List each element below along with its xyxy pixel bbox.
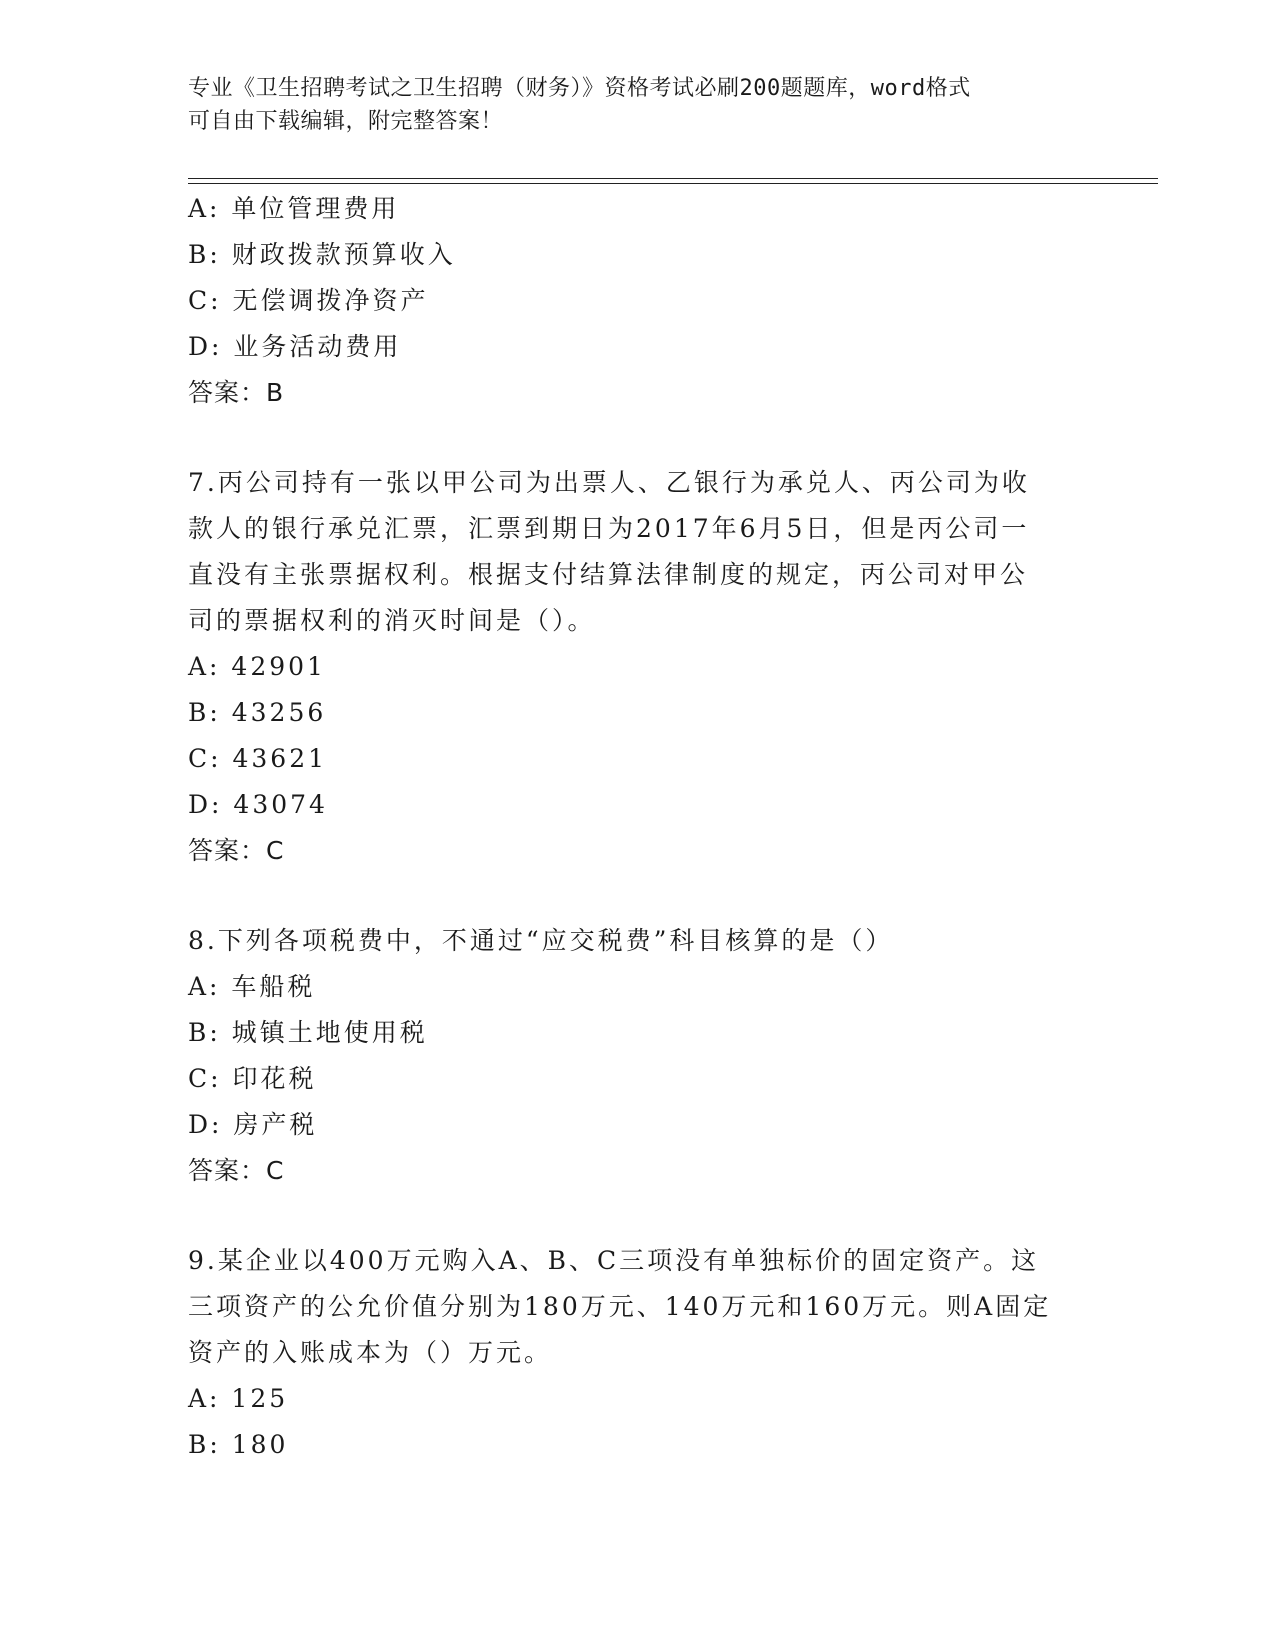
- question-text-line: 司的票据权利的消灭时间是（）。: [188, 606, 596, 635]
- option-d: D: 43074: [188, 790, 328, 819]
- option-b: B: 43256: [188, 698, 327, 727]
- option-a: A: 125: [188, 1384, 289, 1413]
- option-b: B: 财政拨款预算收入: [188, 240, 456, 269]
- question-text-line: 款人的银行承兑汇票，汇票到期日为2017年6月5日，但是丙公司一: [188, 514, 1030, 543]
- question-text-line: 9.某企业以400万元购入A、B、C三项没有单独标价的固定资产。这: [188, 1246, 1040, 1275]
- option-b: B: 180: [188, 1430, 289, 1459]
- question-list: [188, 186, 1088, 1468]
- header-divider-top: [188, 178, 1158, 179]
- question-text-line: 直没有主张票据权利。根据支付结算法律制度的规定，丙公司对甲公: [188, 560, 1029, 589]
- document-header: [188, 72, 1088, 138]
- question-spacer: [188, 874, 1088, 918]
- question-6: [188, 186, 1088, 416]
- question-text-line: 资产的入账成本为（）万元。: [188, 1338, 553, 1367]
- answer-line: 答案：B: [188, 378, 285, 407]
- answer-line: 答案：C: [188, 836, 285, 865]
- header-line-1: 专业《卫生招聘考试之卫生招聘（财务）》资格考试必刷200题题库，word格式: [188, 76, 971, 101]
- option-a: A: 车船税: [188, 972, 316, 1001]
- option-d: D: 房产税: [188, 1110, 318, 1139]
- option-c: C: 43621: [188, 744, 328, 773]
- question-text-line: 三项资产的公允价值分别为180万元、140万元和160万元。则A固定: [188, 1292, 1052, 1321]
- option-a: A: 单位管理费用: [188, 194, 400, 223]
- option-d: D: 业务活动费用: [188, 332, 402, 361]
- option-b: B: 城镇土地使用税: [188, 1018, 428, 1047]
- question-7: [188, 460, 1088, 874]
- question-text-line: 8.下列各项税费中，不通过“应交税费”科目核算的是（）: [188, 926, 894, 955]
- question-spacer: [188, 416, 1088, 460]
- option-c: C: 无偿调拨净资产: [188, 286, 429, 315]
- question-text-line: 7.丙公司持有一张以甲公司为出票人、乙银行为承兑人、丙公司为收: [188, 468, 1030, 497]
- question-8: [188, 918, 1088, 1194]
- answer-line: 答案：C: [188, 1156, 285, 1185]
- header-divider-bottom: [188, 183, 1158, 184]
- question-spacer: [188, 1194, 1088, 1238]
- option-c: C: 印花税: [188, 1064, 317, 1093]
- option-a: A: 42901: [188, 652, 326, 681]
- question-9: [188, 1238, 1088, 1468]
- header-line-2: 可自由下载编辑，附完整答案！: [188, 109, 504, 134]
